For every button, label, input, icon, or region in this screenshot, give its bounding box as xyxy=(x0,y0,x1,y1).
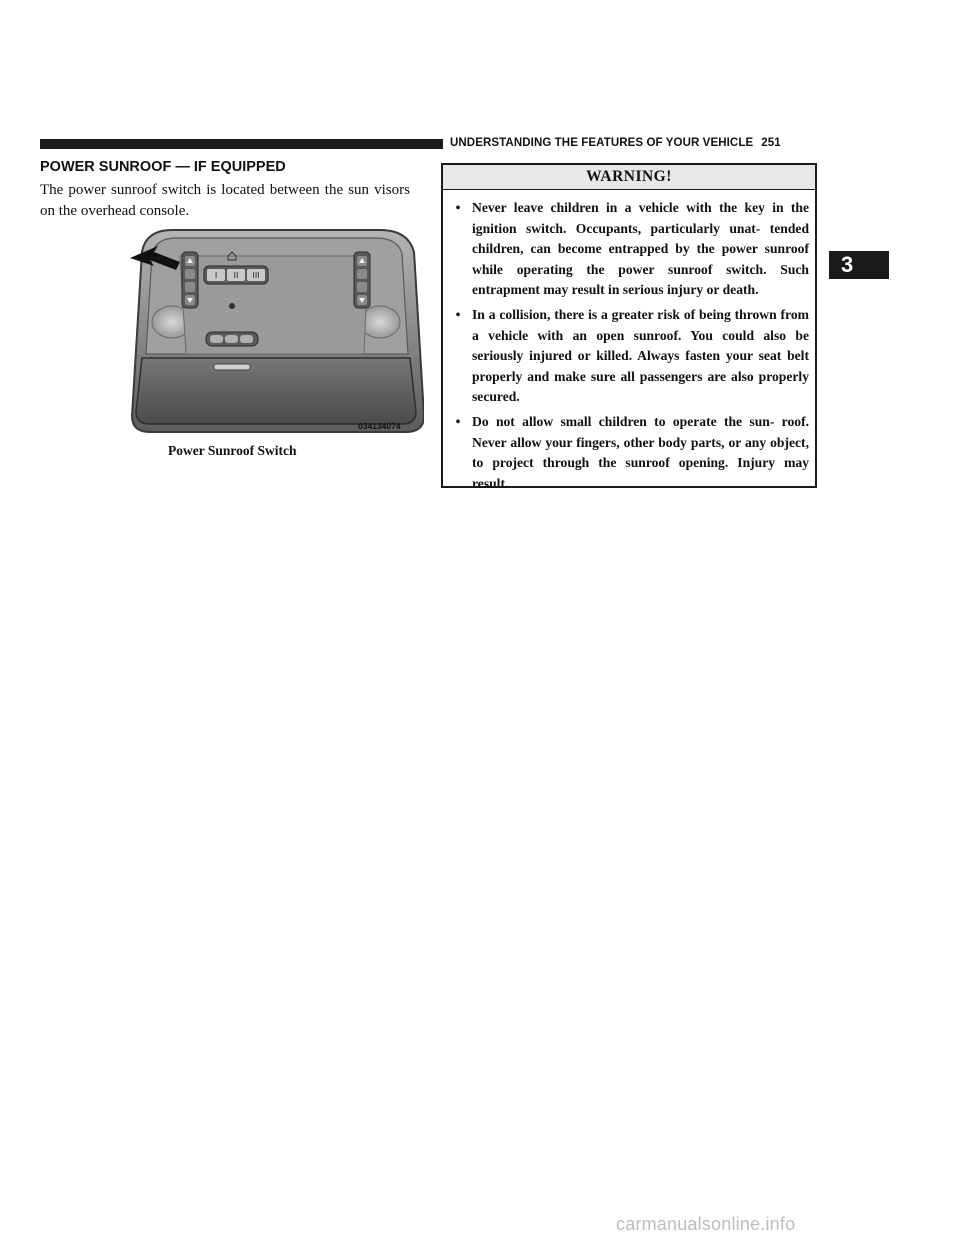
figure-code: 034134074 xyxy=(358,421,401,431)
microphone-hole xyxy=(229,303,235,309)
overhead-console-illustration xyxy=(128,226,424,436)
bullet-icon: • xyxy=(455,413,461,429)
section-heading: POWER SUNROOF — IF EQUIPPED xyxy=(40,159,286,175)
svg-text:III: III xyxy=(252,271,260,280)
storage-bin xyxy=(136,358,416,424)
warning-list xyxy=(443,190,815,494)
bullet-icon: • xyxy=(455,200,461,215)
warning-title: WARNING! xyxy=(443,165,815,190)
warning-box xyxy=(441,163,817,491)
warning-item: • In a collision, there is a greater risk of being thrown from a vehicle with an open sunroof. You could also be seriously injured or killed. Always fasten your seat belt properly and make sure all passengers are also properly secured. xyxy=(451,305,809,408)
header-rule xyxy=(40,139,443,149)
running-header xyxy=(450,137,781,149)
figure-caption: Power Sunroof Switch xyxy=(168,443,297,458)
bullet-icon: • xyxy=(455,306,461,322)
header-title: UNDERSTANDING THE FEATURES OF YOUR VEHICLE xyxy=(450,137,754,149)
watermark: carmanualsonline.info xyxy=(616,1214,796,1234)
warning-item: • Never leave children in a vehicle with the key in the ignition switch. Occupants, particularly unat- tended children, can become entrapped by the power sunroof while operating the power sunroof switch. Such entrapment may result in serious injury or death. xyxy=(451,198,809,301)
storage-bin-latch xyxy=(214,364,250,370)
chapter-tab: 3 xyxy=(829,251,889,279)
warning-item: • Do not allow small children to operate the sun- roof. Never allow your fingers, other body parts, or any object, to project through the sunroof opening. Injury may result. xyxy=(451,412,809,494)
svg-text:II: II xyxy=(233,271,239,280)
intro-paragraph: The power sunroof switch is located between the sun visors on the overhead console. xyxy=(40,182,410,219)
page-number: 251 xyxy=(761,137,781,149)
svg-text:I: I xyxy=(214,271,218,280)
